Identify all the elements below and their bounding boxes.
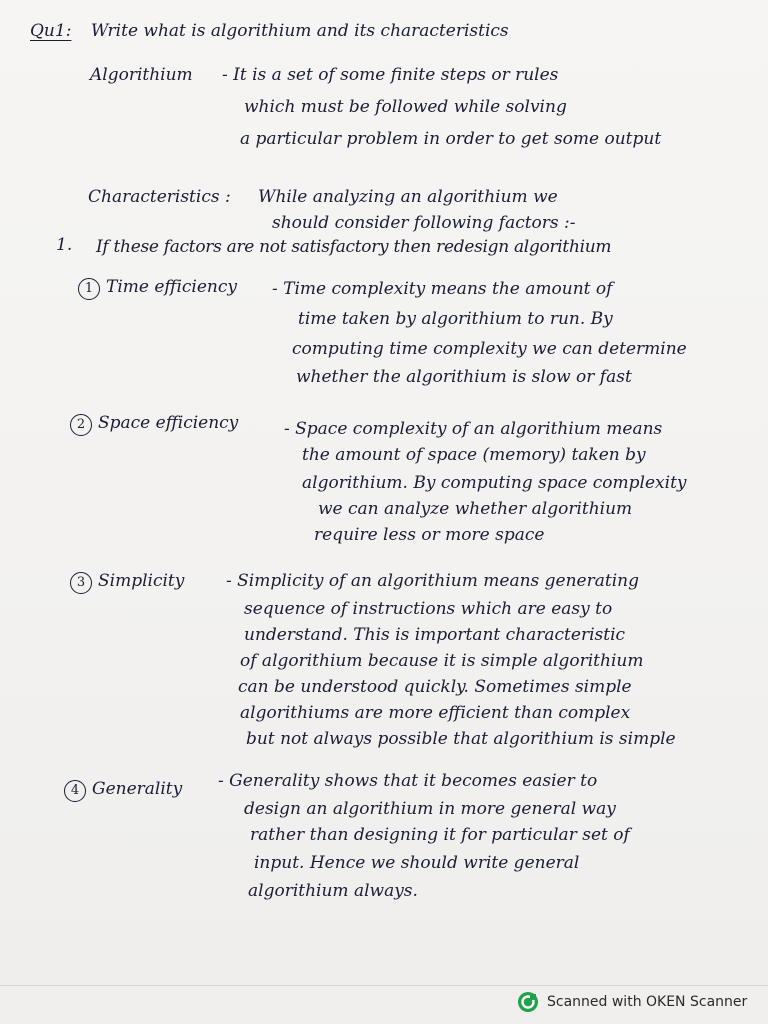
item-term: Generality	[92, 779, 183, 799]
item-line: - Space complexity of an algorithium means	[284, 419, 663, 439]
item-heading	[70, 570, 184, 594]
item-line: algorithium always.	[248, 881, 418, 901]
characteristics-marker: 1.	[56, 235, 73, 255]
item-line: algorithiums are more efficient than complex	[240, 703, 631, 723]
definition-line: which must be followed while solving	[244, 97, 567, 117]
item-line: sequence of instructions which are easy to	[244, 599, 613, 619]
item-heading	[64, 778, 182, 802]
scanner-footer	[517, 990, 747, 1014]
item-line: understand. This is important characteristic	[244, 625, 626, 645]
item-term: Space efficiency	[98, 413, 239, 433]
item-line: but not always possible that algorithium is simple	[246, 729, 676, 749]
definition-line: a particular problem in order to get some output	[240, 129, 662, 149]
item-line: design an algorithium in more general way	[244, 799, 616, 819]
scanner-footer-text: Scanned with OKEN Scanner	[547, 994, 748, 1010]
page-edge	[0, 985, 768, 986]
item-number: 2	[70, 414, 92, 436]
item-term: Time efficiency	[106, 277, 237, 297]
characteristics-line: If these factors are not satisfactory then redesign algorithium	[96, 237, 612, 257]
item-number: 1	[78, 278, 100, 300]
item-line: can be understood quickly. Sometimes simple	[238, 677, 632, 697]
item-line: time taken by algorithium to run. By	[298, 309, 613, 329]
definition-line: - It is a set of some finite steps or rules	[222, 65, 559, 85]
item-term: Simplicity	[98, 571, 185, 591]
item-number: 3	[70, 572, 92, 594]
item-line: rather than designing it for particular set of	[250, 825, 630, 845]
oken-scanner-logo-icon	[517, 991, 539, 1013]
definition-term: Algorithium	[90, 65, 193, 85]
item-line: computing time complexity we can determine	[292, 339, 687, 359]
item-line: the amount of space (memory) taken by	[302, 445, 646, 465]
characteristics-heading: Characteristics :	[88, 187, 231, 207]
characteristics-line: should consider following factors :-	[272, 213, 576, 233]
item-line: - Simplicity of an algorithium means generating	[226, 571, 639, 591]
item-line: - Time complexity means the amount of	[272, 279, 613, 299]
item-line: of algorithium because it is simple algorithium	[240, 651, 644, 671]
item-heading	[78, 276, 237, 300]
item-line: - Generality shows that it becomes easier to	[218, 771, 598, 791]
item-line: require less or more space	[314, 525, 545, 545]
item-line: input. Hence we should write general	[254, 853, 580, 873]
question-prompt: Write what is algorithium and its characteristics	[90, 21, 509, 41]
item-number: 4	[64, 780, 86, 802]
item-line: algorithium. By computing space complexity	[302, 473, 687, 493]
question-label: Qu1:	[30, 21, 72, 41]
characteristics-line: While analyzing an algorithium we	[258, 187, 558, 207]
item-line: whether the algorithium is slow or fast	[296, 367, 632, 387]
question-line	[30, 20, 509, 42]
item-line: we can analyze whether algorithium	[318, 499, 633, 519]
item-heading	[70, 412, 238, 436]
